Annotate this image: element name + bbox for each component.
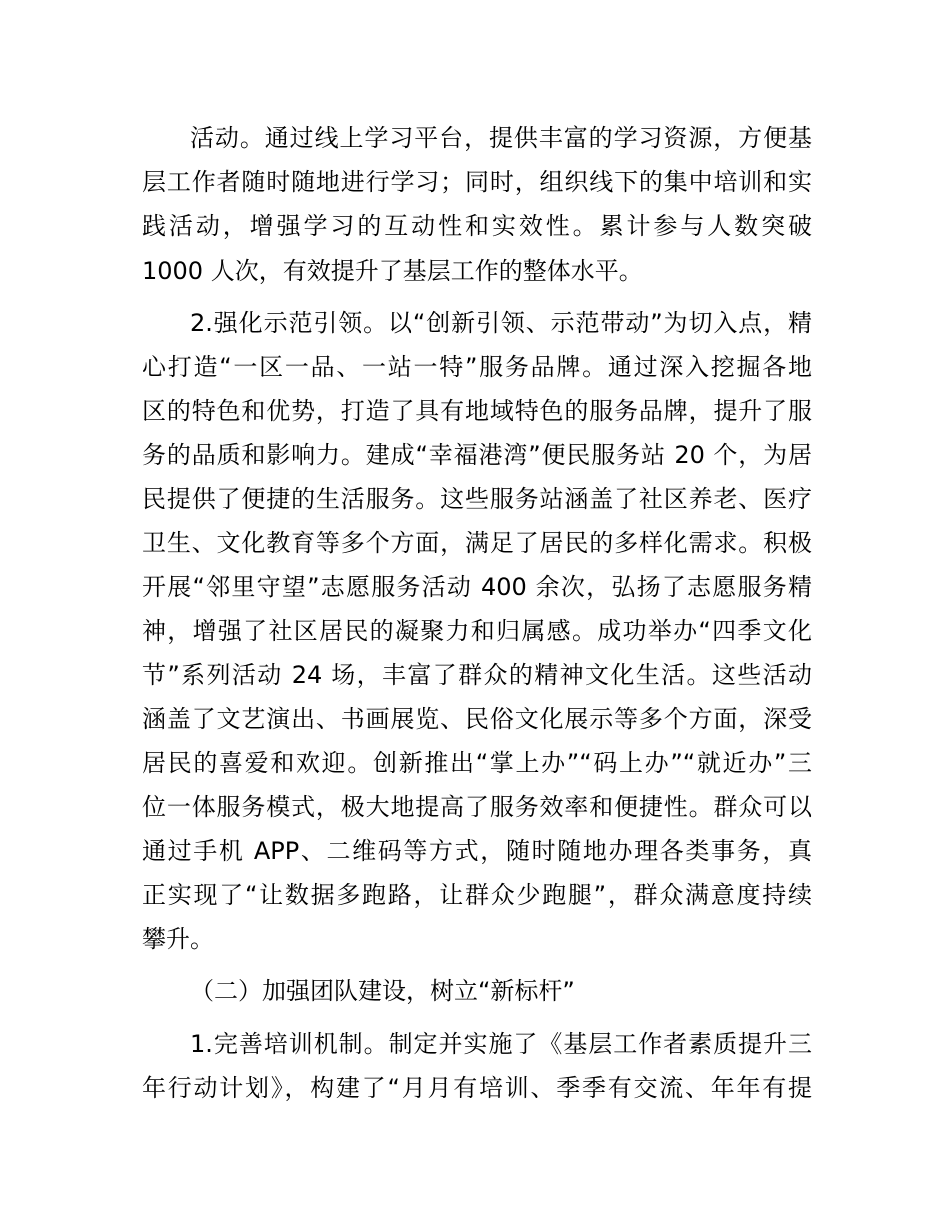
paragraph-line: 正实现了“让数据多跑路，让群众少跑腿”，群众满意度持续 [142,881,812,909]
paragraph-line: 2.强化示范引领。以“创新引领、示范带动”为切入点，精 [190,309,812,337]
paragraph-line: 节”系列活动 24 场，丰富了群众的精神文化生活。这些活动 [142,661,812,689]
paragraph-line: 居民的喜爱和欢迎。创新推出“掌上办”“码上办”“就近办”三 [142,749,812,777]
paragraph-line: 层工作者随时随地进行学习；同时，组织线下的集中培训和实 [142,168,812,196]
paragraph-line: 卫生、文化教育等多个方面，满足了居民的多样化需求。积极 [142,529,812,557]
paragraph-line: 神，增强了社区居民的凝聚力和归属感。成功举办“四季文化 [142,617,812,645]
paragraph-line: 践活动，增强学习的互动性和实效性。累计参与人数突破 [142,212,812,240]
paragraph-line: 务的品质和影响力。建成“幸福港湾”便民服务站 20 个，为居 [142,441,812,469]
paragraph-line: 通过手机 APP、二维码等方式，随时随地办理各类事务，真 [142,837,812,865]
paragraph-line: 心打造“一区一品、一站一特”服务品牌。通过深入挖掘各地 [142,353,812,381]
paragraph-line: 位一体服务模式，极大地提高了服务效率和便捷性。群众可以 [142,793,812,821]
paragraph-line: 年行动计划》，构建了“月月有培训、季季有交流、年年有提 [142,1074,812,1102]
section-heading: （二）加强团队建设，树立“新标杆” [190,977,575,1005]
paragraph-line: 1.完善培训机制。制定并实施了《基层工作者素质提升三 [190,1030,812,1058]
paragraph-line: 活动。通过线上学习平台，提供丰富的学习资源，方便基 [190,124,812,152]
paragraph-line: 攀升。 [142,925,214,953]
paragraph-line: 开展“邻里守望”志愿服务活动 400 余次，弘扬了志愿服务精 [142,573,812,601]
paragraph-line: 涵盖了文艺演出、书画展览、民俗文化展示等多个方面，深受 [142,705,812,733]
paragraph-line: 民提供了便捷的生活服务。这些服务站涵盖了社区养老、医疗 [142,485,812,513]
paragraph-line: 1000 人次，有效提升了基层工作的整体水平。 [142,257,643,285]
paragraph-line: 区的特色和优势，打造了具有地域特色的服务品牌，提升了服 [142,397,812,425]
